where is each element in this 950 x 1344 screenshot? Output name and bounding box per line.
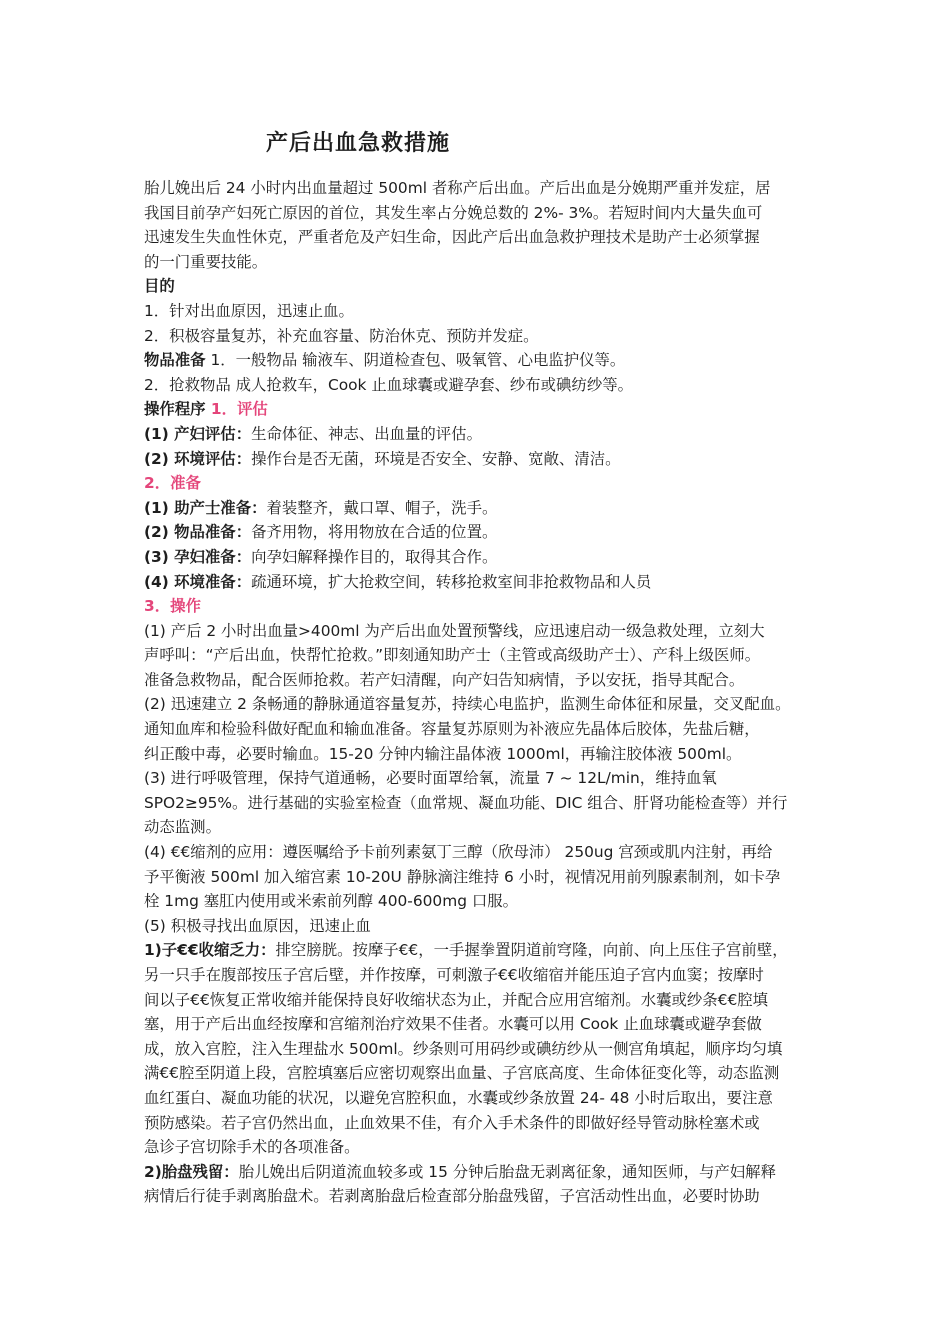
text-run: 血红蛋白、凝血功能的状况，以避免宫腔积血，水囊或纱条放置 24- 48 小时后取出，要注意: [144, 1088, 773, 1107]
text-run: 备齐用物，将用物放在合适的位置。: [251, 523, 498, 542]
text-line: [144, 889, 812, 914]
text-line: [144, 668, 812, 693]
text-line: [144, 766, 812, 791]
text-run: 操作台是否无菌，环境是否安全、安静、宽敞、清洁。: [251, 449, 621, 468]
text-line: [144, 176, 812, 201]
text-run: 满€€腔至阴道上段，宫腔填塞后应密切观察出血量、子宫底高度、生命体征变化等，动态监测: [144, 1064, 780, 1083]
bold-label: (1) 产妇评估：: [144, 424, 252, 443]
text-run: 急诊子宫切除手术的各项准备。: [144, 1138, 360, 1157]
text-line: [144, 963, 812, 988]
bold-label: 1)子€€收缩乏力：: [144, 941, 276, 960]
bold-label: 物品准备: [144, 351, 206, 370]
text-line: [144, 201, 812, 226]
text-run: SPO2≥95%。进行基础的实验室检查（血常规、凝血功能、DIC 组合、肝肾功能检查等）并行: [144, 793, 788, 812]
text-run: 动态监测。: [144, 818, 221, 837]
text-run: (5) 积极寻找出血原因，迅速止血: [144, 916, 371, 935]
text-run: 声呼叫：“产后出血，快帮忙抢救。”即刻通知助产士（主管或高级助产士）、产科上级医师。: [144, 646, 761, 665]
text-run: (3) 进行呼吸管理，保持气道通畅，必要时面罩给氧，流量 7 ~ 12L/min，维持血氧: [144, 769, 717, 788]
text-run: 疏通环境，扩大抢救空间，转移抢救室间非抢救物品和人员: [251, 572, 652, 591]
text-line: [144, 1012, 812, 1037]
text-run: 另一只手在腹部按压子宫后壁，并作按摩，可刺激子€€收缩宿并能压迫子宫内血窦；按摩时: [144, 966, 764, 984]
text-run: 迅速发生失血性休克，严重者危及产妇生命，因此产后出血急救护理技术是助产士必须掌握: [144, 228, 760, 247]
bold-label: 目的: [144, 277, 175, 296]
text-line: [144, 914, 812, 939]
text-line: [144, 496, 812, 521]
text-run: 予平衡液 500ml 加入缩宫素 10-20U 静脉滴注维持 6 小时，视情况用前列腺素制剂，如卡孕: [144, 867, 781, 886]
text-run: 纠正酸中毒，必要时输血。15-20 分钟内输注晶体液 1000ml，再输注胶体液 500ml。: [144, 744, 742, 763]
text-line: [144, 1160, 812, 1185]
text-run: 胎儿娩出后阴道流血较多或 15 分钟后胎盘无剥离征象，通知医师，与产妇解释: [238, 1162, 776, 1181]
text-line: [144, 815, 812, 840]
text-run: 的一门重要技能。: [144, 252, 268, 271]
section-heading: 2．准备: [144, 474, 201, 493]
text-run: (1) 产后 2 小时出血量>400ml 为产后出血处置预警线，应迅速启动一级急救处理，立刻大: [144, 621, 765, 640]
text-run: 1．一般物品 输液车、阴道检查包、吸氧管、心电监护仪等。: [205, 351, 626, 370]
text-run: 2．抢救物品 成人抢救车，Cook 止血球囊或避孕套、纱布或碘纺纱等。: [144, 375, 634, 394]
text-line: [144, 1184, 812, 1209]
text-line: [144, 324, 812, 349]
text-line: [144, 865, 812, 890]
text-line: [144, 1037, 812, 1062]
text-run: 准备急救物品，配合医师抢救。若产妇清醒，向产妇告知病情，予以安抚，指导其配合。: [144, 670, 745, 689]
text-line: [144, 520, 812, 545]
text-line: [144, 1061, 812, 1086]
text-line: [144, 988, 812, 1013]
text-line: [144, 619, 812, 644]
text-line: [144, 643, 812, 668]
text-run: 生命体征、神志、出血量的评估。: [251, 424, 482, 443]
text-run: 通知血库和检验科做好配血和输血准备。容量复苏原则为补液应先晶体后胶体，先盐后糖，: [144, 720, 760, 739]
text-line: [144, 1135, 812, 1160]
text-line: [144, 250, 812, 275]
bold-label: (2) 环境评估：: [144, 449, 252, 468]
bold-label: 2)胎盘残留：: [144, 1162, 239, 1181]
text-line: [144, 545, 812, 570]
text-line: [144, 742, 812, 767]
text-run: 着装整齐，戴口罩、帽子，洗手。: [266, 498, 498, 517]
text-run: 我国目前孕产妇死亡原因的首位，其发生率占分娩总数的 2%- 3%。若短时间内大量失血可: [144, 203, 763, 222]
text-line: [144, 840, 812, 865]
bold-label: 操作程序: [144, 400, 206, 419]
text-run: 塞，用于产后出血经按摩和宫缩剂治疗效果不佳者。水囊可以用 Cook 止血球囊或避孕套做: [144, 1015, 762, 1034]
bold-label: (2) 物品准备：: [144, 523, 252, 542]
text-line: [144, 299, 812, 324]
section-heading: 3．操作: [144, 597, 201, 616]
text-line: [144, 447, 812, 472]
text-line: [144, 471, 812, 496]
text-run: 栓 1mg 塞肛内使用或米索前列醇 400-600mg 口服。: [144, 892, 519, 911]
text-line: [144, 373, 812, 398]
text-line: [144, 717, 812, 742]
document-body: [144, 176, 812, 1209]
text-line: [144, 692, 812, 717]
text-line: [144, 274, 812, 299]
text-line: [144, 1086, 812, 1111]
text-line: [144, 348, 812, 373]
section-heading: 1．评估: [205, 400, 268, 419]
text-run: 病情后行徒手剥离胎盘术。若剥离胎盘后检查部分胎盘残留，子宫活动性出血，必要时协助: [144, 1187, 760, 1206]
text-run: (2) 迅速建立 2 条畅通的静脉通道容量复苏，持续心电监护，监测生命体征和尿量，交叉配血。: [144, 695, 791, 714]
text-run: 排空膀胱。按摩子€€，一手握拳置阴道前穹隆，向前、向上压住子宫前壁，: [275, 941, 788, 960]
text-run: 2．积极容量复苏，补充血容量、防治休克、预防并发症。: [144, 326, 539, 345]
text-run: 成，放入宫腔，注入生理盐水 500ml。纱条则可用码纱或碘纺纱从一侧宫角填起，顺序均匀填: [144, 1039, 783, 1058]
text-run: 胎儿娩出后 24 小时内出血量超过 500ml 者称产后出血。产后出血是分娩期严重并发症，居: [144, 179, 771, 197]
text-run: 1．针对出血原因，迅速止血。: [144, 301, 354, 320]
text-line: [144, 422, 812, 447]
bold-label: (1) 助产士准备：: [144, 498, 267, 517]
text-line: [144, 791, 812, 816]
text-line: [144, 594, 812, 619]
text-line: [144, 225, 812, 250]
text-run: (4) €€缩剂的应用：遵医嘱给予卡前列素氨丁三醇（欣母沛） 250ug 宫颈或肌内注射，再给: [144, 843, 773, 862]
text-run: 间以子€€恢复正常收缩并能保持良好收缩状态为止，并配合应用宫缩剂。水囊或纱条€€腔填: [144, 990, 769, 1009]
text-run: 向孕妇解释操作目的，取得其合作。: [251, 547, 498, 566]
bold-label: (3) 孕妇准备：: [144, 547, 252, 566]
text-line: [144, 938, 812, 963]
text-line: [144, 570, 812, 595]
bold-label: (4) 环境准备：: [144, 572, 252, 591]
text-line: [144, 397, 812, 422]
text-run: 预防感染。若子宫仍然出血，止血效果不佳，有介入手术条件的即做好经导管动脉栓塞术或: [144, 1113, 760, 1132]
text-line: [144, 1111, 812, 1136]
page-title: 产后出血急救措施: [266, 131, 451, 156]
